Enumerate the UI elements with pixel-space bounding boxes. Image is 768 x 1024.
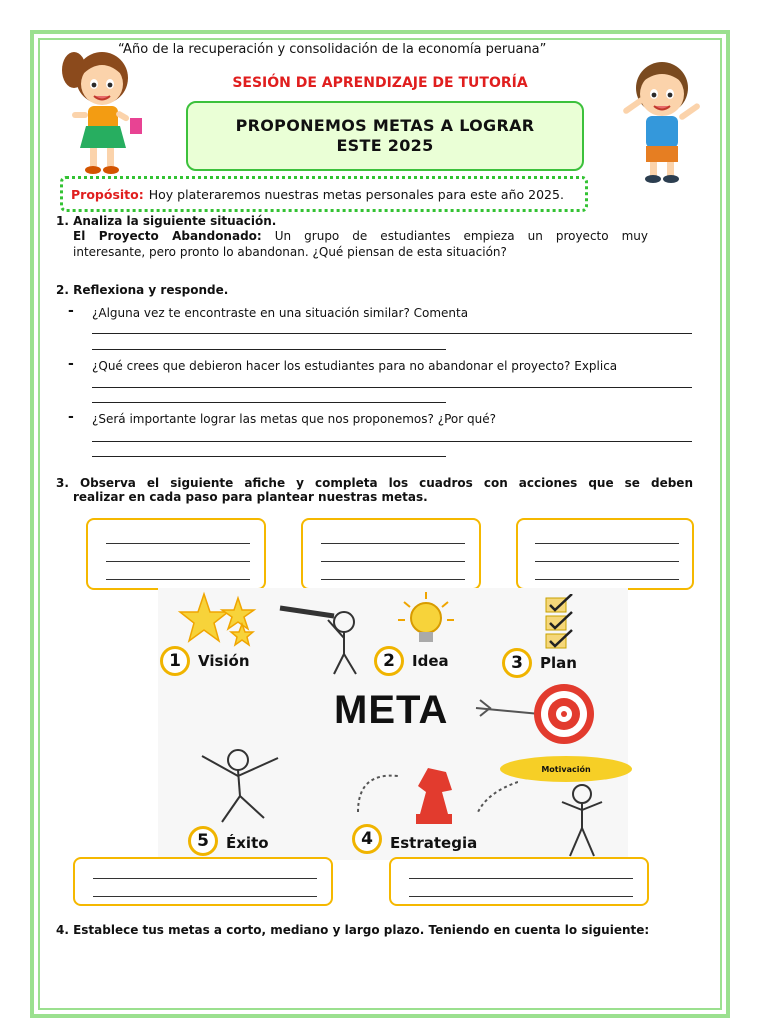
answer-box-plan[interactable] bbox=[516, 518, 694, 590]
step-2-number: 2 bbox=[374, 646, 404, 676]
question-2: ¿Qué crees que debieron hacer los estudiantes para no abandonar el proyecto? Explica bbox=[92, 359, 618, 373]
box-line bbox=[321, 579, 465, 580]
section-3-title-line-2: realizar en cada paso para plantear nuestras metas. bbox=[73, 490, 428, 504]
step-5-number: 5 bbox=[188, 826, 218, 856]
box-line bbox=[535, 579, 679, 580]
purpose-text: Hoy plateraremos nuestras metas personales para este año 2025. bbox=[148, 186, 564, 202]
step-3-number: 3 bbox=[502, 648, 532, 678]
answer-line[interactable] bbox=[92, 441, 692, 442]
answer-line[interactable] bbox=[92, 333, 692, 334]
section-1-story-line-2: interesante, pero pronto lo abandonan. ¿Qué piensan de esta situación? bbox=[73, 245, 507, 259]
goal-steps-poster bbox=[158, 588, 628, 860]
box-line bbox=[106, 579, 250, 580]
story-label: El Proyecto Abandonado: bbox=[73, 229, 262, 243]
section-1-story-line-1 bbox=[73, 228, 648, 244]
question-1: ¿Alguna vez te encontraste en una situación similar? Comenta bbox=[92, 306, 469, 320]
step-1-label: Visión bbox=[198, 652, 250, 670]
answer-box-idea[interactable] bbox=[301, 518, 481, 590]
story-text-1: Un grupo de estudiantes empieza un proyecto muy bbox=[274, 229, 648, 243]
session-title: SESIÓN DE APRENDIZAJE DE TUTORÍA bbox=[232, 75, 528, 91]
section-3-title-line-1: 3. Observa el siguiente afiche y completa los cuadros con acciones que se deben bbox=[56, 476, 693, 490]
lightbulb-icon bbox=[396, 590, 456, 646]
box-line bbox=[106, 543, 250, 544]
year-motto: “Año de la recuperación y consolidación de la economía peruana” bbox=[118, 42, 547, 57]
stars-icon bbox=[176, 590, 266, 648]
box-line bbox=[321, 561, 465, 562]
section-4-title: 4. Establece tus metas a corto, mediano y largo plazo. Teniendo en cuenta lo siguiente: bbox=[56, 923, 650, 937]
girl-illustration bbox=[50, 42, 150, 178]
purpose-label: Propósito: bbox=[71, 186, 144, 202]
step-5-label: Éxito bbox=[226, 834, 269, 852]
main-title-line-1: PROPONEMOS METAS A LOGRAR bbox=[235, 116, 535, 135]
box-line bbox=[409, 896, 633, 897]
step-4-number: 4 bbox=[352, 824, 382, 854]
box-line bbox=[93, 896, 317, 897]
strategy-chess-icon bbox=[318, 762, 518, 832]
checklist-icon bbox=[542, 594, 582, 652]
answer-line[interactable] bbox=[92, 349, 446, 350]
section-2-title: 2. Reflexiona y responde. bbox=[56, 283, 229, 297]
poster-center-word: META bbox=[334, 688, 449, 732]
step-2-label: Idea bbox=[412, 652, 449, 670]
target-icon bbox=[474, 680, 602, 746]
main-title-line-2: ESTE 2025 bbox=[336, 136, 434, 155]
dash-bullet: - bbox=[68, 356, 74, 372]
step-4-label: Estrategia bbox=[390, 834, 478, 852]
main-title-box bbox=[186, 101, 584, 171]
step-3-label: Plan bbox=[540, 654, 577, 672]
motivation-tag: Motivación bbox=[500, 756, 632, 782]
box-line bbox=[535, 561, 679, 562]
answer-line[interactable] bbox=[92, 387, 692, 388]
box-line bbox=[409, 878, 633, 879]
question-3: ¿Será importante lograr las metas que nos proponemos? ¿Por qué? bbox=[92, 412, 496, 426]
answer-line[interactable] bbox=[92, 402, 446, 403]
box-line bbox=[535, 543, 679, 544]
motivation-person-icon bbox=[556, 782, 606, 858]
box-line bbox=[321, 543, 465, 544]
success-person-icon bbox=[182, 746, 302, 826]
box-line bbox=[93, 878, 317, 879]
step-1-number: 1 bbox=[160, 646, 190, 676]
telescope-person-icon bbox=[274, 598, 374, 676]
dash-bullet: - bbox=[68, 303, 74, 319]
answer-box-vision[interactable] bbox=[86, 518, 266, 590]
dash-bullet: - bbox=[68, 409, 74, 425]
boy-illustration bbox=[612, 50, 712, 186]
answer-box-strategy[interactable] bbox=[389, 857, 649, 906]
section-1-title: 1. Analiza la siguiente situación. bbox=[56, 214, 277, 228]
box-line bbox=[106, 561, 250, 562]
answer-box-success[interactable] bbox=[73, 857, 333, 906]
answer-line[interactable] bbox=[92, 456, 446, 457]
purpose-box bbox=[60, 176, 588, 212]
